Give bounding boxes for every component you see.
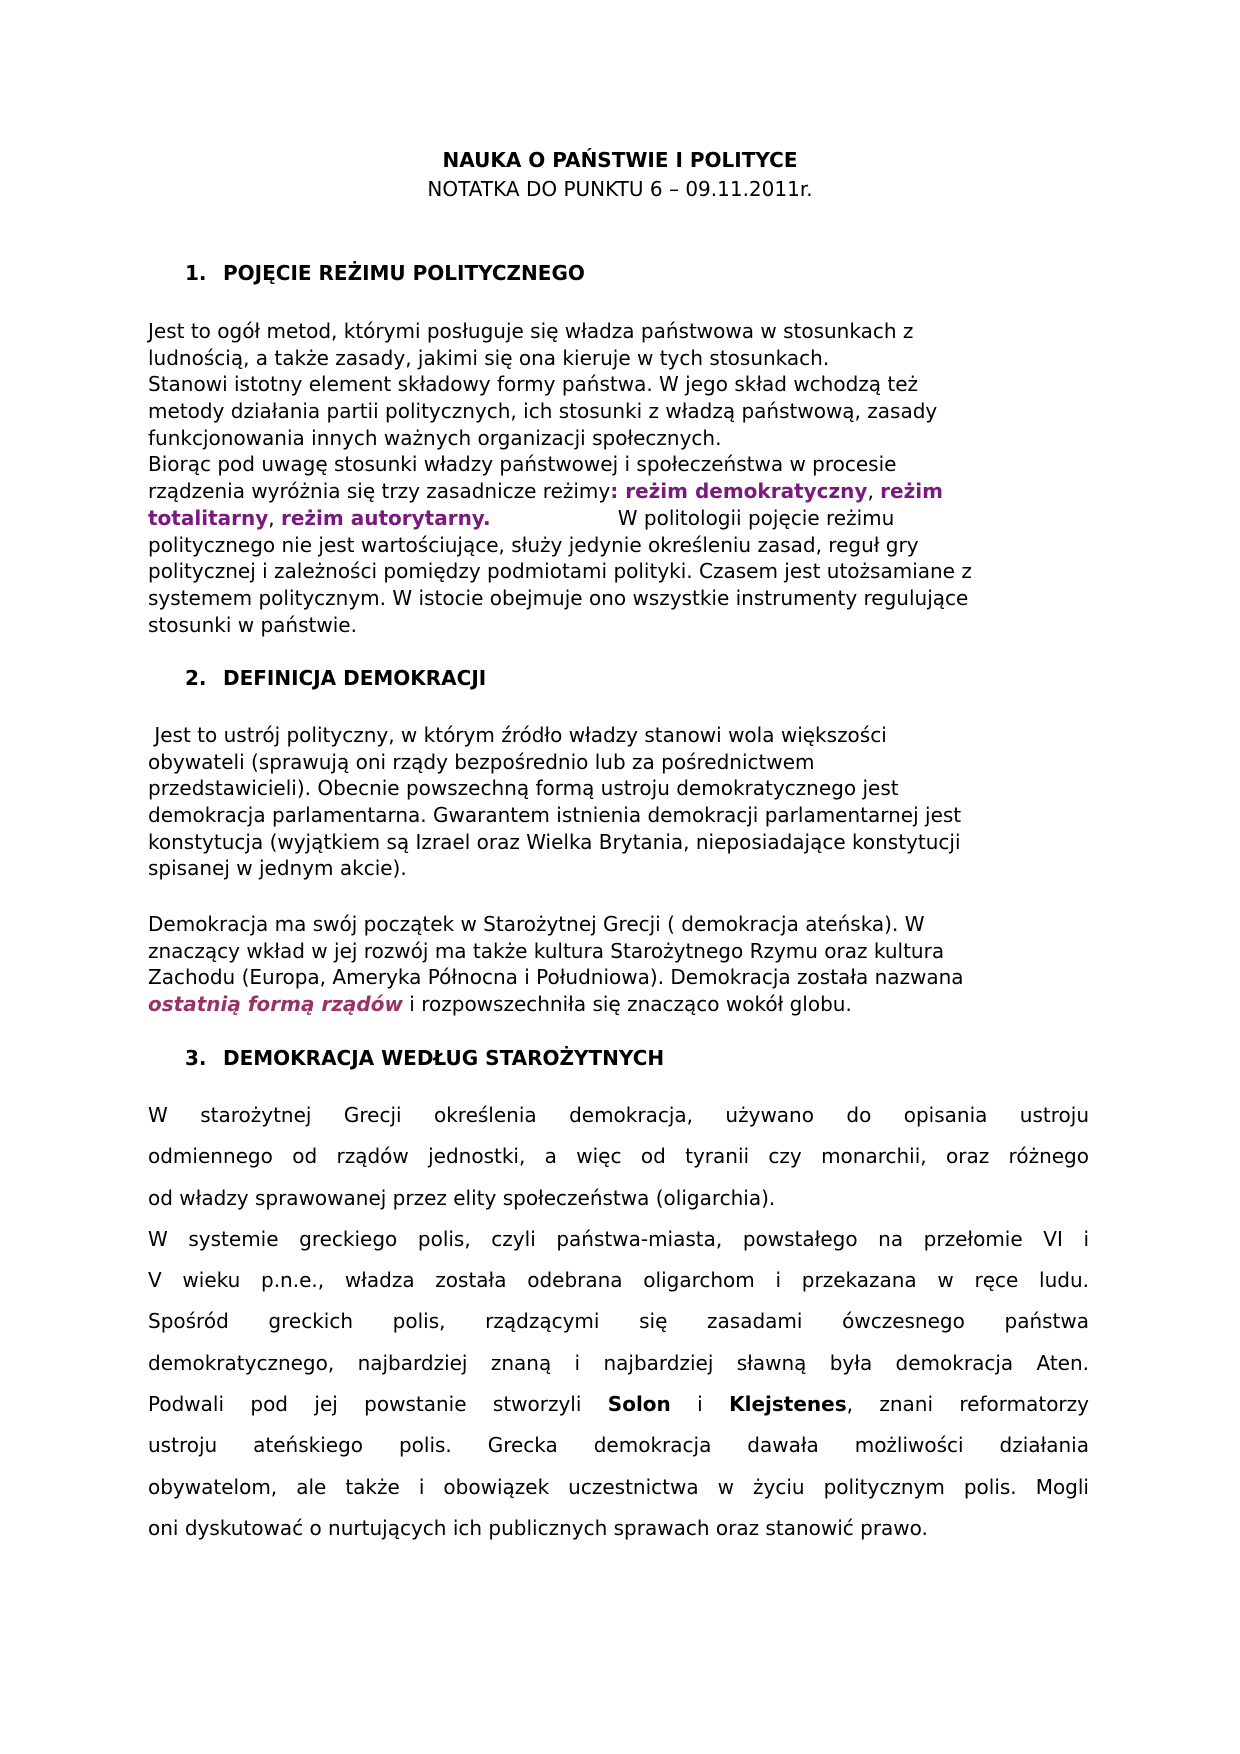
text-segment: Zachodu (Europa, Ameryka Północna i Południowa). Demokracja została nazwana bbox=[148, 965, 964, 990]
text-segment: ustroju ateńskiego polis. Grecka demokracja dawała możliwości działania bbox=[148, 1433, 1089, 1458]
document-subtitle: NOTATKA DO PUNKTU 6 – 09.11.2011r. bbox=[427, 177, 813, 201]
emphasized-text: : reżim demokratyczny bbox=[610, 479, 868, 504]
text-segment: i bbox=[670, 1392, 730, 1417]
emphasized-text: ostatnią formą rządów bbox=[148, 992, 403, 1017]
text-line bbox=[148, 345, 1089, 372]
text-line bbox=[148, 558, 1089, 585]
emphasized-text: Klejstenes bbox=[729, 1392, 847, 1417]
text-line bbox=[148, 1219, 1089, 1260]
text-line bbox=[148, 612, 1089, 639]
section-title: DEFINICJA DEMOKRACJI bbox=[223, 666, 487, 690]
text-segment: oni dyskutować o nurtujących ich publicznych sprawach oraz stanowić prawo. bbox=[148, 1515, 928, 1540]
text-segment: Demokracja ma swój początek w Starożytnej Grecji ( demokracja ateńska). W bbox=[148, 912, 925, 936]
text-segment: demokracja parlamentarna. Gwarantem istnienia demokracji parlamentarnej jest bbox=[148, 803, 962, 828]
text-segment: , bbox=[268, 505, 281, 530]
text-segment: od władzy sprawowanej przez elity społeczeństwa (oligarchia). bbox=[148, 1185, 776, 1210]
section-number: 3. bbox=[185, 1046, 207, 1070]
text-segment: politycznej i zależności pomiędzy podmiotami polityki. Czasem jest utożsamiane z bbox=[148, 559, 972, 584]
text-segment: spisanej w jednym akcie). bbox=[148, 856, 407, 881]
text-line bbox=[148, 1384, 1089, 1425]
section-heading-3 bbox=[185, 1046, 664, 1070]
paragraph-democracy-definition bbox=[148, 722, 1089, 882]
text-segment: znaczący wkład w jej rozwój ma także kultura Starożytnego Rzymu oraz kultura bbox=[148, 938, 945, 963]
text-line bbox=[148, 318, 1089, 345]
section-number: 1. bbox=[185, 261, 207, 285]
text-line bbox=[148, 938, 1089, 965]
text-segment: i rozpowszechniła się znacząco wokół globu. bbox=[402, 992, 852, 1017]
emphasized-text: Solon bbox=[607, 1392, 671, 1417]
text-line bbox=[148, 478, 1089, 505]
text-line bbox=[148, 911, 1089, 938]
emphasized-text: reżim bbox=[880, 479, 943, 504]
text-line bbox=[148, 749, 1089, 776]
text-segment: Jest to ustrój polityczny, w którym źródło władzy stanowi wola większości bbox=[148, 723, 887, 747]
text-segment: metody działania partii politycznych, ich stosunki z władzą państwową, zasady bbox=[148, 399, 938, 424]
section-title: POJĘCIE REŻIMU POLITYCZNEGO bbox=[223, 261, 585, 285]
text-line bbox=[148, 1136, 1089, 1177]
text-line bbox=[148, 1301, 1089, 1342]
text-segment: rządzenia wyróżnia się trzy zasadnicze reżimy bbox=[148, 479, 611, 504]
text-segment: ludnością, a także zasady, jakimi się ona kieruje w tych stosunkach. bbox=[148, 345, 830, 370]
text-line bbox=[148, 425, 1089, 452]
text-segment: Stanowi istotny element składowy formy państwa. W jego skład wchodzą też bbox=[148, 372, 919, 397]
text-line bbox=[148, 1260, 1089, 1301]
text-line bbox=[148, 855, 1089, 882]
text-segment: obywateli (sprawują oni rządy bezpośrednio lub za pośrednictwem bbox=[148, 749, 815, 774]
section-heading-2 bbox=[185, 666, 486, 690]
text-segment: obywatelom, ale także i obowiązek uczestnictwa w życiu politycznym polis. Mogli bbox=[148, 1474, 1089, 1499]
text-line bbox=[148, 1425, 1089, 1466]
text-segment: politycznego nie jest wartościujące, służy jedynie określeniu zasad, reguł gry bbox=[148, 532, 919, 557]
text-segment: , znani reformatorzy bbox=[846, 1392, 1089, 1417]
text-line bbox=[148, 532, 1089, 559]
section-title: DEMOKRACJA WEDŁUG STAROŻYTNYCH bbox=[223, 1046, 665, 1070]
text-segment: systemem politycznym. W istocie obejmuje ono wszystkie instrumenty regulujące bbox=[148, 585, 969, 610]
text-line bbox=[148, 585, 1089, 612]
section-number: 2. bbox=[185, 666, 207, 690]
text-segment: V wieku p.n.e., władza została odebrana oligarchom i przekazana w ręce ludu. bbox=[148, 1268, 1089, 1293]
text-segment: Biorąc pod uwagę stosunki władzy państwowej i społeczeństwa w procesie bbox=[148, 452, 897, 477]
text-segment: stosunki w państwie. bbox=[148, 612, 357, 637]
text-line bbox=[148, 1343, 1089, 1384]
text-segment: Podwali pod jej powstanie stworzyli bbox=[148, 1392, 608, 1417]
text-segment: przedstawicieli). Obecnie powszechną formą ustroju demokratycznego jest bbox=[148, 776, 899, 801]
text-segment: W politologii pojęcie reżimu bbox=[490, 505, 895, 530]
paragraph-ancient-democracy bbox=[148, 1095, 1089, 1549]
text-line bbox=[148, 398, 1089, 425]
paragraph-democracy-origin bbox=[148, 911, 1089, 1018]
text-line bbox=[148, 775, 1089, 802]
text-segment: W starożytnej Grecji określenia demokracja, używano do opisania ustroju bbox=[148, 1103, 1089, 1127]
text-line bbox=[148, 371, 1089, 398]
text-segment: Spośród greckich polis, rządzącymi się zasadami ówczesnego państwa bbox=[148, 1309, 1089, 1334]
text-segment: odmiennego od rządów jednostki, a więc od tyranii czy monarchii, oraz różnego bbox=[148, 1144, 1089, 1169]
text-segment: , bbox=[867, 479, 881, 504]
text-line bbox=[148, 1508, 1089, 1549]
document-title: NAUKA O PAŃSTWIE I POLITYCE bbox=[442, 148, 798, 172]
paragraph-regime bbox=[148, 318, 1089, 638]
text-line bbox=[148, 1178, 1089, 1219]
text-segment: W systemie greckiego polis, czyli państwa-miasta, powstałego na przełomie VI i bbox=[148, 1226, 1089, 1251]
text-segment: funkcjonowania innych ważnych organizacji społecznych. bbox=[148, 425, 722, 450]
text-line bbox=[148, 505, 1089, 532]
emphasized-text: reżim autorytarny. bbox=[280, 505, 491, 530]
section-heading-1 bbox=[185, 261, 585, 285]
text-segment: konstytucja (wyjątkiem są Izrael oraz Wielka Brytania, nieposiadające konstytucji bbox=[148, 829, 961, 854]
text-segment: Jest to ogół metod, którymi posługuje się władza państwowa w stosunkach z bbox=[148, 319, 914, 343]
text-line bbox=[148, 1095, 1089, 1136]
text-line bbox=[148, 964, 1089, 991]
text-segment: demokratycznego, najbardziej znaną i najbardziej sławną była demokracja Aten. bbox=[148, 1350, 1089, 1375]
text-line bbox=[148, 829, 1089, 856]
text-line bbox=[148, 1467, 1089, 1508]
text-line bbox=[148, 802, 1089, 829]
text-line bbox=[148, 991, 1089, 1018]
text-line bbox=[148, 451, 1089, 478]
text-line bbox=[148, 722, 1089, 749]
emphasized-text: totalitarny bbox=[148, 505, 269, 530]
